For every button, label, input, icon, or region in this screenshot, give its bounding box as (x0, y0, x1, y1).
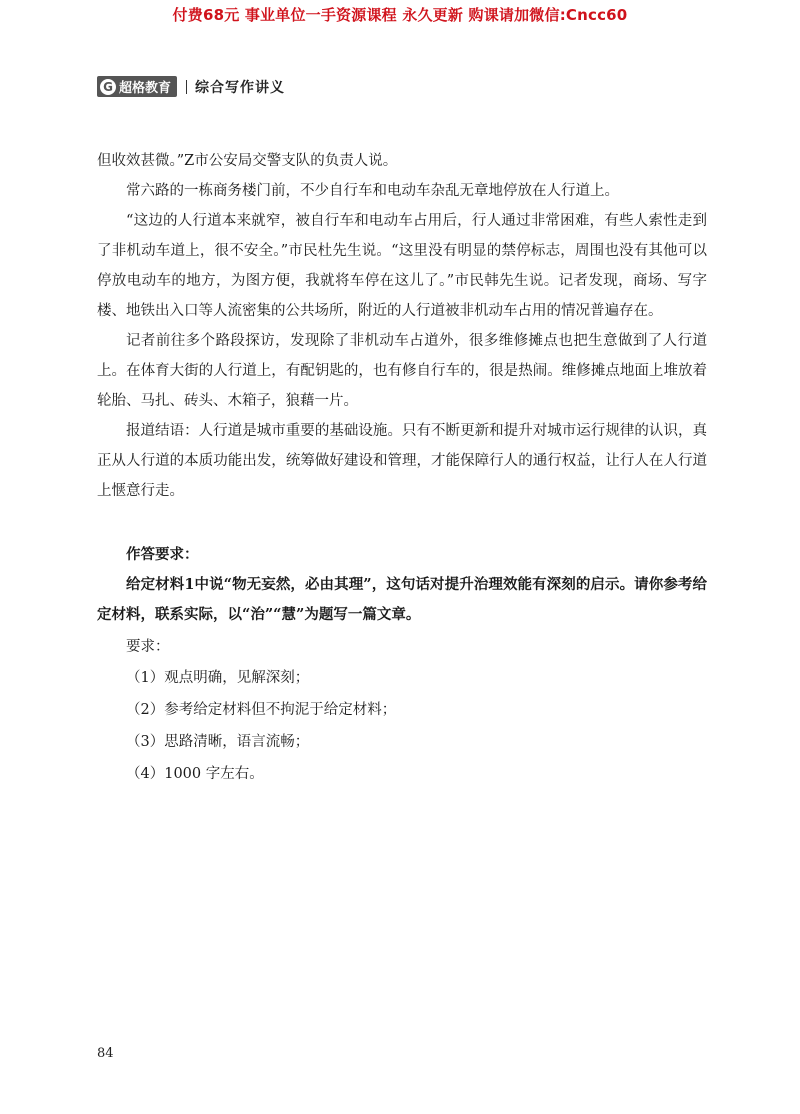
requirements-title: 要求： (126, 639, 170, 655)
paragraph: 常六路的一栋商务楼门前，不少自行车和电动车杂乱无章地停放在人行道上。 (126, 183, 619, 199)
logo-text: 超格教育 (119, 81, 172, 96)
material-text (97, 146, 707, 506)
promo-banner: 付费68元 事业单位一手资源课程 永久更新 购课请加微信:Cncc60 (172, 6, 628, 24)
brand-logo (97, 76, 177, 97)
requirement-item: （2）参考给定材料但不拘泥于给定材料； (126, 702, 397, 718)
paragraph: 记者前往多个路段探访，发现除了非机动车占道外，很多维修摊点也把生意做到了人行道上。在体育大街的人行道上，有配钥匙的，也有修自行车的，很是热闹。维修摊点地面上堆放着轮胎、马扎、砖头、木箱子，狼藉一片。 (97, 333, 707, 409)
paragraph: “这边的人行道本来就窄，被自行车和电动车占用后，行人通过非常困难，有些人索性走到了非机动车道上，很不安全。”市民杜先生说。“这里没有明显的禁停标志，周围也没有其他可以停放电动车的地方，为图方便，我就将车停在这儿了。”市民韩先生说。记者发现，商场、写字楼、地铁出入口等人流密集的公共场所，附近的人行道被非机动车占用的情况普遍存在。 (97, 213, 707, 319)
page-number: 84 (97, 1046, 114, 1061)
requirement-item: （3）思路清晰，语言流畅； (126, 734, 310, 750)
task-prompt: 给定材料1中说“物无妄然，必由其理”，这句话对提升治理效能有深刻的启示。请你参考给定材料，联系实际，以“治”“慧”为题写一篇文章。 (97, 576, 707, 623)
header-divider (186, 80, 187, 94)
task-label: 作答要求： (126, 546, 199, 563)
page-header (97, 76, 285, 97)
paragraph: 报道结语：人行道是城市重要的基础设施。只有不断更新和提升对城市运行规律的认识，真正从人行道的本质功能出发，统筹做好建设和管理，才能保障行人的通行权益，让行人在人行道上惬意行走。 (97, 423, 707, 499)
requirement-item: （1）观点明确，见解深刻； (126, 670, 310, 686)
paragraph: 但收效甚微。”Z市公安局交警支队的负责人说。 (97, 153, 398, 169)
task-section (97, 540, 707, 790)
requirement-item: （4）1000 字左右。 (126, 766, 264, 782)
document-title: 综合写作讲义 (195, 79, 286, 96)
logo-g-icon: G (100, 79, 116, 95)
